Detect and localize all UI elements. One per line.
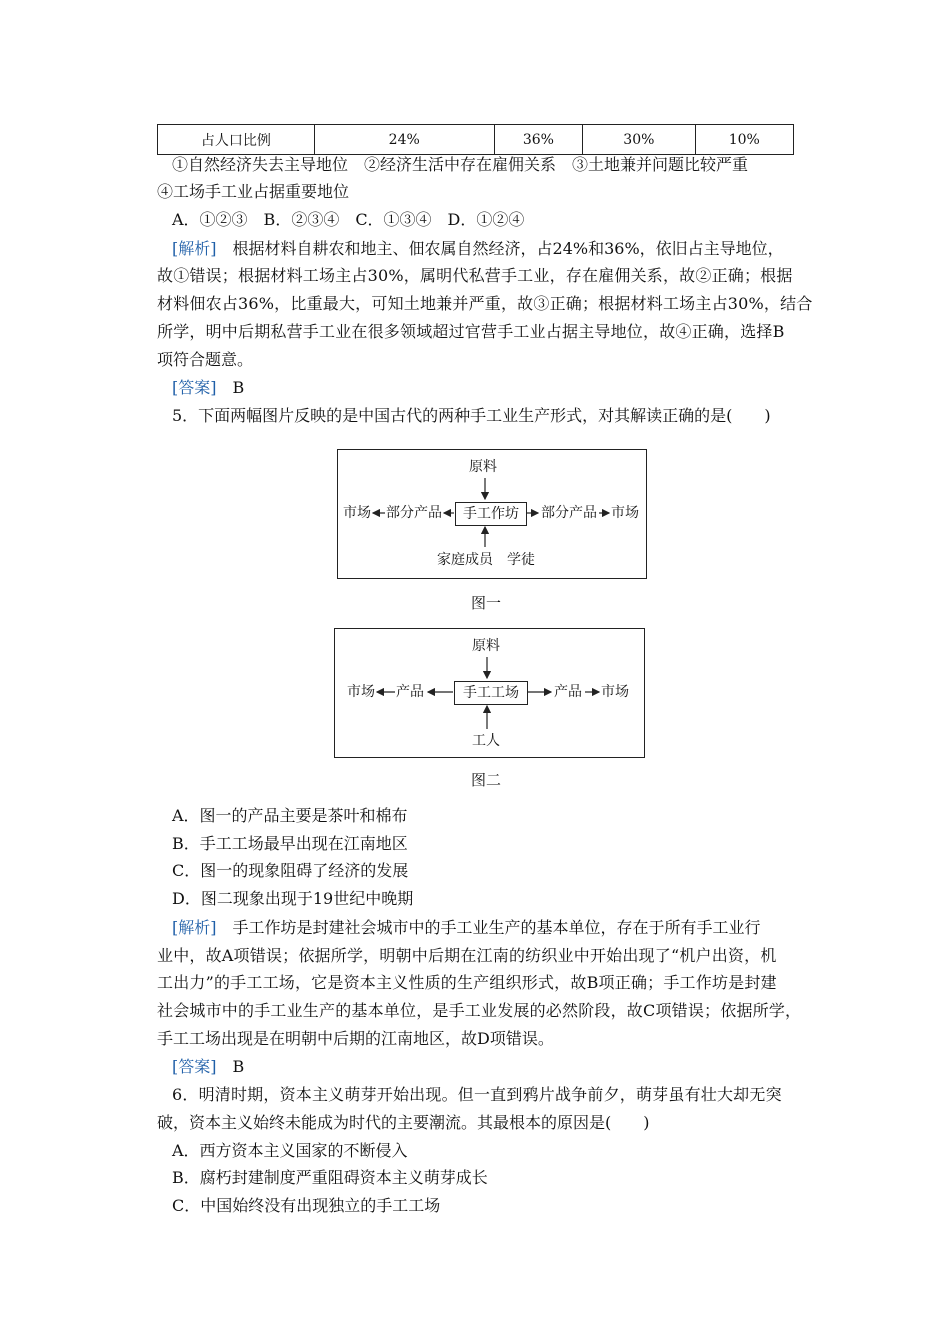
q6-stem-line: 6．明清时期，资本主义萌芽开始出现。但一直到鸦片战争前夕，萌芽虽有壮大却无突 <box>172 1085 782 1104</box>
fig1-left-product: 部分产品 <box>386 505 442 521</box>
q4-analysis-line: 材料佃农占36%，比重最大，可知土地兼并严重，故③正确；根据材料工场主占30%，结合 <box>157 294 813 313</box>
q6-option-a: A．西方资本主义国家的不断侵入 <box>172 1141 408 1160</box>
table-row <box>158 125 794 155</box>
q4-answer <box>172 378 244 398</box>
table-cell: 10% <box>695 125 793 155</box>
answer-tag: [答案] <box>172 1057 217 1076</box>
answer-tag: [答案] <box>172 378 217 397</box>
q5-analysis-line: 社会城市中的手工业生产的基本单位，是手工业发展的必然阶段，故C项错误；依据所学， <box>157 1001 802 1020</box>
population-ratio-table <box>157 124 794 155</box>
fig1-workshop-box: 手工作坊 <box>455 502 527 526</box>
fig1-right-market: 市场 <box>611 505 639 521</box>
fig2-factory-box: 手工工场 <box>454 681 528 705</box>
q4-items-line2: ④工场手工业占据重要地位 <box>157 182 350 201</box>
figure-2-diagram <box>334 628 645 758</box>
fig2-labor: 工人 <box>472 733 500 749</box>
q6-stem-line: 破，资本主义始终未能成为时代的主要潮流。其最根本的原因是( ) <box>157 1113 650 1132</box>
analysis-text: 手工作坊是封建社会城市中的手工业生产的基本单位，存在于所有手工业行 <box>232 918 761 937</box>
fig2-left-market: 市场 <box>347 684 375 700</box>
q4-analysis-line: 故①错误；根据材料工场主占30%，属明代私营手工业，存在雇佣关系，故②正确；根据 <box>157 266 793 285</box>
fig1-labor: 家庭成员 学徒 <box>437 552 535 568</box>
table-cell: 占人口比例 <box>158 125 315 155</box>
q5-analysis-line: 业中，故A项错误；依据所学，明朝中后期在江南的纺织业中开始出现了“机户出资，机 <box>157 946 777 965</box>
fig2-right-market: 市场 <box>601 684 629 700</box>
q4-analysis-line: 项符合题意。 <box>157 350 254 369</box>
fig2-right-product: 产品 <box>554 684 582 700</box>
table-cell: 36% <box>494 125 583 155</box>
q5-analysis-first-line <box>172 918 761 938</box>
q5-option-c: C．图一的现象阻碍了经济的发展 <box>172 861 409 880</box>
answer-value: B <box>232 378 245 397</box>
fig2-left-product: 产品 <box>396 684 424 700</box>
table-cell: 24% <box>314 125 494 155</box>
q5-answer <box>172 1057 244 1077</box>
analysis-tag: [解析] <box>172 239 217 258</box>
analysis-tag: [解析] <box>172 918 217 937</box>
q4-items-line1: ①自然经济失去主导地位 ②经济生活中存在雇佣关系 ③土地兼并问题比较严重 <box>172 155 749 174</box>
q6-option-c: C．中国始终没有出现独立的手工工场 <box>172 1196 441 1215</box>
figure-1-caption: 图一 <box>471 594 502 612</box>
fig1-raw-material: 原料 <box>469 459 497 475</box>
fig2-arrows <box>335 629 644 757</box>
figure-1-diagram <box>337 449 647 579</box>
q5-option-d: D．图二现象出现于19世纪中晚期 <box>172 889 414 908</box>
fig1-left-market: 市场 <box>343 505 371 521</box>
q6-option-b: B．腐朽封建制度严重阻碍资本主义萌芽成长 <box>172 1168 488 1187</box>
q5-analysis-line: 工出力”的手工工场，它是资本主义性质的生产组织形式，故B项正确；手工作坊是封建 <box>157 973 777 992</box>
q5-analysis-line: 手工工场出现是在明朝中后期的江南地区，故D项错误。 <box>157 1029 554 1048</box>
q4-options: A．①②③ B．②③④ C．①③④ D．①②④ <box>172 210 525 229</box>
q5-option-a: A．图一的产品主要是茶叶和棉布 <box>172 806 408 825</box>
q5-stem: 5．下面两幅图片反映的是中国古代的两种手工业生产形式，对其解读正确的是( ) <box>172 406 771 425</box>
q4-analysis-first-line <box>172 239 784 259</box>
q4-analysis-line: 所学，明中后期私营手工业在很多领域超过官营手工业占据主导地位，故④正确，选择B <box>157 322 785 341</box>
answer-value: B <box>232 1057 245 1076</box>
q5-option-b: B．手工工场最早出现在江南地区 <box>172 834 408 853</box>
fig1-arrows <box>338 450 646 578</box>
fig1-right-product: 部分产品 <box>541 505 597 521</box>
fig2-raw-material: 原料 <box>472 638 500 654</box>
table-cell: 30% <box>583 125 695 155</box>
analysis-text: 根据材料自耕农和地主、佃农属自然经济，占24%和36%，依旧占主导地位， <box>232 239 784 258</box>
figure-2-caption: 图二 <box>471 771 502 789</box>
